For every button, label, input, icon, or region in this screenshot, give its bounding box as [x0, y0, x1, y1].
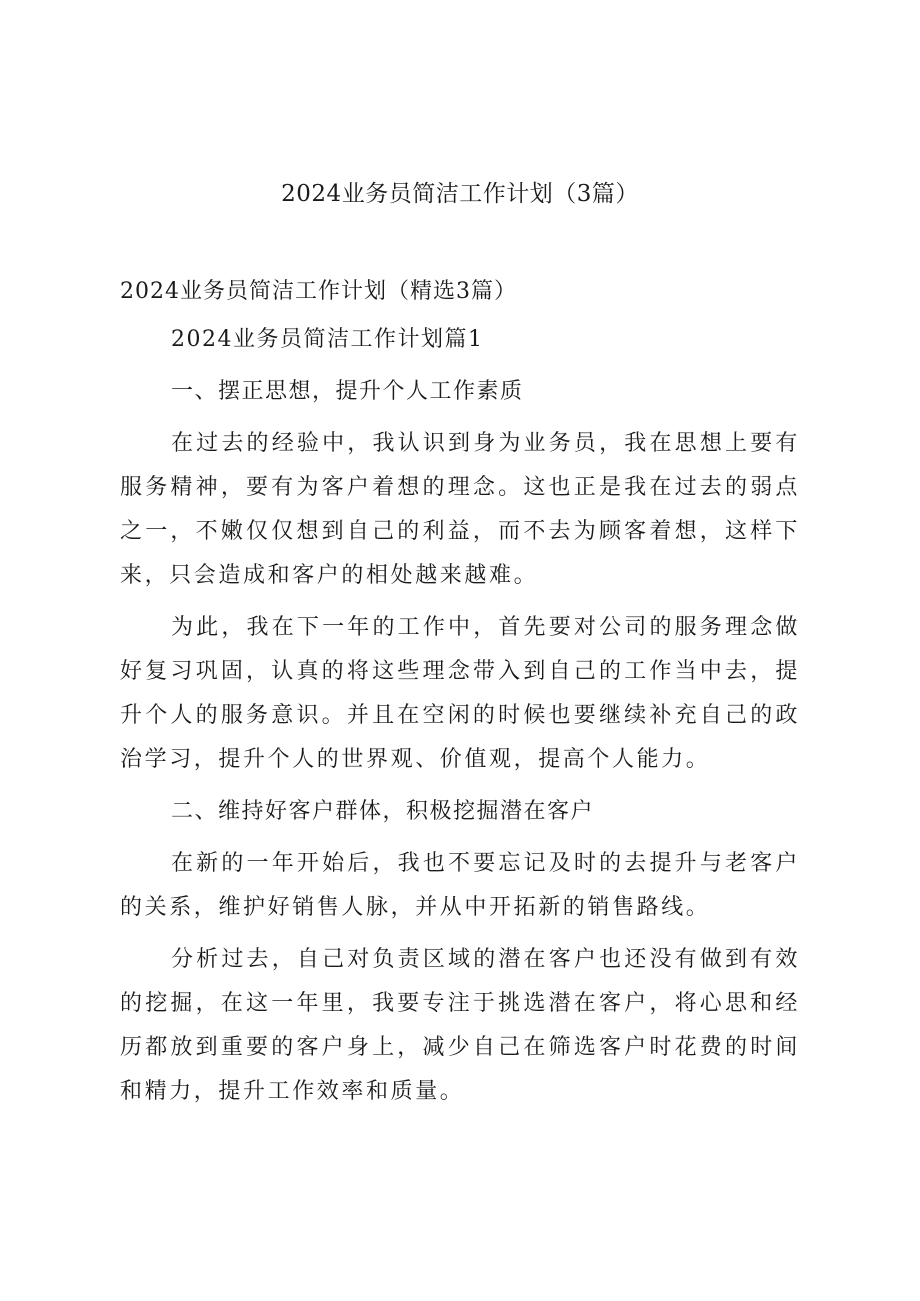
- paragraph: 为此，我在下一年的工作中，首先要对公司的服务理念做好复习巩固，认真的将这些理念带入到自己的工作当中去，提升个人的服务意识。并且在空闲的时候也要继续补充自己的政治学习，提升个人的世界观、价值观，提高个人能力。: [120, 615, 800, 772]
- paragraph: 分析过去，自己对负责区域的潜在客户也还没有做到有效的挖掘，在这一年里，我要专注于挑选潜在客户，将心思和经历都放到重要的客户身上，减少自己在筛选客户时花费的时间和精力，提升工作效率和质量。: [120, 947, 800, 1104]
- paragraph: 在过去的经验中，我认识到身为业务员，我在思想上要有服务精神，要有为客户着想的理念。这也正是我在过去的弱点之一，不嫩仅仅想到自己的利益，而不去为顾客着想，这样下来，只会造成和客户的相处越来越难。: [120, 431, 800, 588]
- section-heading-1: 一、摆正思想，提升个人工作素质: [171, 379, 524, 404]
- paragraph: 在新的一年开始后，我也不要忘记及时的去提升与老客户的关系，维护好销售人脉，并从中开拓新的销售路线。: [120, 851, 800, 920]
- document-subtitle: 2024业务员简洁工作计划（精选3篇）: [120, 279, 517, 304]
- document-body: [120, 318, 800, 1114]
- document-title: 2024业务员简洁工作计划（3篇）: [281, 181, 639, 207]
- section-heading-2: 二、维持好客户群体，积极挖掘潜在客户: [171, 799, 595, 824]
- section-title: 2024业务员简洁工作计划篇1: [171, 327, 484, 352]
